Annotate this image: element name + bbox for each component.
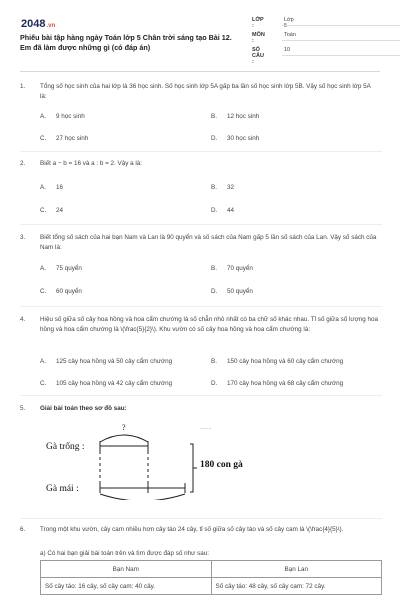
option-letter: A.	[40, 265, 46, 272]
option-letter: C.	[40, 380, 47, 387]
option-letter: D.	[211, 135, 218, 142]
option-letter: D.	[211, 207, 218, 214]
option-letter: B.	[211, 184, 217, 191]
question-5	[20, 404, 382, 416]
option-text: 44	[227, 207, 235, 214]
option-letter: A.	[40, 113, 46, 120]
question-count-value: 10	[284, 47, 291, 53]
question-number: 5.	[20, 405, 26, 412]
option-text: 50 quyển	[227, 288, 253, 295]
option-text: 75 quyển	[56, 265, 82, 272]
option-text: 9 học sinh	[56, 113, 85, 120]
option-letter: C.	[40, 207, 47, 214]
question-text: Hiệu số giữa số cây hoa hồng và hoa cẩm chướng là số chẵn nhỏ nhất có ba chữ số khác nhau. Tỉ số giữa số lượng hoa hồng và hoa cẩm chướng là \(\frac{5}{2}\). Khu vườn có số cây hoa hồng và hoa cẩm chướng là:	[40, 316, 378, 333]
question-number: 6.	[20, 526, 26, 533]
option-letter: B.	[211, 113, 217, 120]
option-text: 27 học sinh	[56, 135, 89, 142]
question-divider	[20, 224, 382, 225]
question-2	[20, 159, 382, 219]
question-text: Tổng số học sinh của hai lớp là 36 học sinh. Số học sinh lớp 5A gấp ba lần số học sinh lớp 5B. Vậy số học sinh lớp 5A là:	[40, 83, 371, 100]
rooster-label: Gà trống :	[46, 442, 85, 452]
unknown-mark: ?	[122, 423, 126, 432]
logo-text: 2048	[21, 18, 46, 30]
question-divider	[20, 518, 382, 519]
option-text: 16	[56, 184, 64, 191]
question-text: Trong một khu vườn, cây cam nhiều hơn cây táo 24 cây, tỉ số giữa số cây táo và số cây cam là \(\frac{4}{5}\).	[40, 526, 344, 533]
total-label: 180 con gà	[200, 460, 243, 470]
hen-label: Gà mái :	[46, 484, 79, 494]
option-letter: A.	[40, 184, 46, 191]
question-number: 2.	[20, 160, 26, 167]
top-brace	[100, 435, 148, 442]
option-text: 32	[227, 184, 235, 191]
question-1	[20, 82, 382, 142]
option-letter: D.	[211, 380, 218, 387]
field-underline	[282, 25, 400, 26]
table-cell: Số cây táo: 16 cây, số cây cam: 40 cây.	[41, 578, 212, 595]
option-letter: C.	[40, 288, 47, 295]
subject-label: MÔN :	[252, 32, 265, 44]
question-subtext: a) Có hai bạn giải bài toán trên và tìm được đáp số như sau:	[40, 550, 210, 557]
field-underline	[282, 55, 400, 56]
column-header: Bạn Lan	[211, 561, 382, 578]
option-letter: D.	[211, 288, 218, 295]
header-divider	[20, 71, 380, 72]
logo-tld: .vn	[46, 23, 56, 29]
column-header: Bạn Nam	[41, 561, 212, 578]
table-row	[41, 578, 382, 595]
total-bracket	[190, 444, 197, 492]
question-divider	[20, 151, 382, 152]
question-6	[20, 525, 382, 559]
question-text: Biết tổng số sách của hai bạn Nam và Lan là 90 quyển và số sách của Nam gấp 5 lần số sách của Lan. Vậy số sách của Nam là:	[40, 234, 377, 251]
question-number: 1.	[20, 83, 26, 90]
subject-value: Toán	[284, 32, 296, 38]
solutions-table	[40, 560, 382, 595]
option-text: 24	[56, 207, 64, 214]
question-3	[20, 233, 382, 298]
table-header-row	[41, 561, 382, 578]
option-text: 70 quyển	[227, 265, 253, 272]
option-text: 170 cây hoa hồng và 68 cây cẩm chướng	[227, 380, 344, 387]
option-text: 150 cây hoa hồng và 60 cây cẩm chướng	[227, 358, 344, 365]
bottom-brace	[100, 494, 185, 500]
question-divider	[20, 306, 382, 307]
site-logo[interactable]	[21, 18, 55, 30]
option-letter: C.	[40, 135, 47, 142]
option-text: 12 học sinh	[227, 113, 260, 120]
question-count-label: SỐ CÂU :	[252, 47, 264, 65]
diagram-lines	[40, 420, 280, 500]
field-underline	[282, 40, 400, 41]
question-text: Giải bài toán theo sơ đồ sau:	[40, 405, 127, 412]
option-letter: A.	[40, 358, 46, 365]
question-number: 3.	[20, 234, 26, 241]
question-divider	[20, 395, 382, 396]
answer-dots: .......	[200, 425, 212, 431]
class-value: Lớp 5	[284, 17, 294, 29]
option-text: 125 cây hoa hồng và 50 cây cẩm chướng	[56, 358, 173, 365]
option-text: 30 học sinh	[227, 135, 260, 142]
class-label: LỚP :	[252, 17, 264, 29]
question-text: Biết a − b = 16 và a : b = 2. Vậy a là:	[40, 160, 143, 167]
table-cell: Số cây táo: 48 cây, số cây cam: 72 cây.	[211, 578, 382, 595]
question-4	[20, 315, 382, 390]
option-letter: B.	[211, 358, 217, 365]
worksheet-title: Phiếu bài tập hàng ngày Toán lớp 5 Chân trời sáng tạo Bài 12. Em đã làm được những gì (có đáp án)	[20, 33, 232, 52]
segment-diagram	[40, 420, 280, 500]
option-text: 60 quyển	[56, 288, 82, 295]
question-number: 4.	[20, 316, 26, 323]
option-letter: B.	[211, 265, 217, 272]
option-text: 105 cây hoa hồng và 42 cây cẩm chướng	[56, 380, 173, 387]
